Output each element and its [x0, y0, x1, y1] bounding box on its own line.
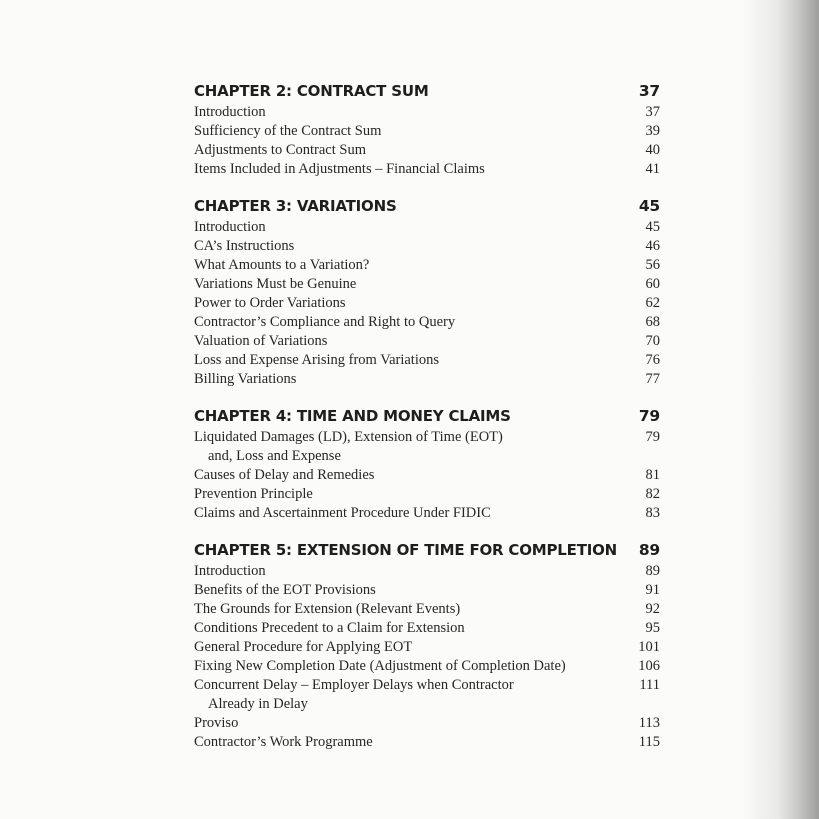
- toc-entry-title-wrap: [194, 714, 632, 733]
- toc-entry: [194, 218, 660, 237]
- toc-entry-title-wrap: [194, 676, 632, 714]
- toc-entry: [194, 160, 660, 179]
- toc-entry-title: Adjustments to Contract Sum: [194, 142, 366, 158]
- toc-entry-page-number: 115: [638, 734, 660, 750]
- toc-entry-title: Claims and Ascertainment Procedure Under FIDIC: [194, 505, 491, 521]
- toc-entry-page-number: 82: [645, 486, 660, 502]
- toc-entry: [194, 600, 660, 619]
- chapter-section: [194, 195, 660, 389]
- chapter-heading: [194, 539, 660, 562]
- toc-entry: [194, 313, 660, 332]
- toc-entry-title-wrap: [194, 733, 632, 752]
- toc-entry-title: Valuation of Variations: [194, 333, 328, 349]
- toc-entry-title-wrap: [194, 581, 632, 600]
- toc-entry-title-wrap: [194, 275, 632, 294]
- toc-entry-title: The Grounds for Extension (Relevant Events): [194, 601, 461, 617]
- toc-entry-title: Introduction: [194, 219, 266, 235]
- toc-entry-title: Contractor’s Work Programme: [194, 734, 373, 750]
- toc-entry-title: Conditions Precedent to a Claim for Extension: [194, 620, 465, 636]
- toc-entry-title-wrap: [194, 562, 632, 581]
- toc-entry-title-wrap: [194, 619, 632, 638]
- toc-entry-page-number: 92: [645, 601, 660, 617]
- chapter-heading: [194, 195, 660, 218]
- toc-entry: [194, 466, 660, 485]
- toc-entry: [194, 714, 660, 733]
- toc-entry-title: Sufficiency of the Contract Sum: [194, 123, 382, 139]
- toc-entry-title: Variations Must be Genuine: [194, 276, 357, 292]
- toc-entry-page-number: 113: [638, 715, 660, 731]
- toc-entry-page-number: 101: [638, 639, 660, 655]
- toc-entry-title-wrap: [194, 237, 632, 256]
- toc-entry-title-wrap: [194, 428, 632, 466]
- toc-entry: [194, 581, 660, 600]
- toc-entry-page-number: 89: [645, 563, 660, 579]
- toc-entry-page-number: 46: [645, 238, 660, 254]
- toc-entry-title-wrap: [194, 485, 632, 504]
- toc-entry-title-wrap: [194, 370, 632, 389]
- chapter-section: [194, 405, 660, 523]
- toc-entry-title: Introduction: [194, 563, 266, 579]
- toc-entry-page-number: 81: [645, 467, 660, 483]
- toc-entry: [194, 733, 660, 752]
- chapter-page-number: 79: [638, 407, 660, 425]
- chapter-title: CHAPTER 2: CONTRACT SUM: [194, 82, 429, 100]
- toc-entry: [194, 485, 660, 504]
- toc-entry-title: General Procedure for Applying EOT: [194, 639, 413, 655]
- chapter-section: [194, 80, 660, 179]
- toc-entry-page-number: 83: [645, 505, 660, 521]
- toc-entry-title: Loss and Expense Arising from Variations: [194, 352, 439, 368]
- toc-entry-title: Power to Order Variations: [194, 295, 346, 311]
- toc-entry: [194, 275, 660, 294]
- toc-entry-page-number: 79: [645, 429, 660, 445]
- toc-entry-page-number: 77: [645, 371, 660, 387]
- toc-entry: [194, 103, 660, 122]
- toc-entry: [194, 504, 660, 523]
- chapter-section: [194, 539, 660, 752]
- toc-entry: [194, 237, 660, 256]
- toc-entry-page-number: 37: [645, 104, 660, 120]
- toc-entry-page-number: 45: [645, 219, 660, 235]
- toc-entry-title-wrap: [194, 638, 632, 657]
- chapter-title: CHAPTER 4: TIME AND MONEY CLAIMS: [194, 407, 511, 425]
- toc-entry-title-wrap: [194, 657, 632, 676]
- toc-entry-title: Liquidated Damages (LD), Extension of Time (EOT): [194, 429, 503, 445]
- table-of-contents: [194, 80, 660, 768]
- page-gutter-shadow: [691, 0, 819, 819]
- toc-entry: [194, 638, 660, 657]
- chapter-title: CHAPTER 3: VARIATIONS: [194, 197, 397, 215]
- toc-entry-title-wrap: [194, 294, 632, 313]
- toc-entry-title: Introduction: [194, 104, 266, 120]
- toc-entry-title: Causes of Delay and Remedies: [194, 467, 375, 483]
- chapter-heading: [194, 405, 660, 428]
- toc-entry-title-wrap: [194, 218, 632, 237]
- chapter-page-number: 37: [638, 82, 660, 100]
- toc-entry: [194, 370, 660, 389]
- toc-entry-title-wrap: [194, 160, 632, 179]
- toc-entry-title-continued: and, Loss and Expense: [208, 448, 341, 464]
- toc-entry-title-continued: Already in Delay: [208, 696, 308, 712]
- toc-entry-title-wrap: [194, 600, 632, 619]
- toc-entry-title: Benefits of the EOT Provisions: [194, 582, 376, 598]
- toc-entry-title: Fixing New Completion Date (Adjustment of Completion Date): [194, 658, 566, 674]
- toc-entry-page-number: 70: [645, 333, 660, 349]
- toc-entry-title-wrap: [194, 313, 632, 332]
- toc-entry-page-number: 60: [645, 276, 660, 292]
- toc-entry-title: Billing Variations: [194, 371, 297, 387]
- chapter-page-number: 45: [638, 197, 660, 215]
- toc-entry-title: Prevention Principle: [194, 486, 313, 502]
- toc-entry-page-number: 95: [645, 620, 660, 636]
- toc-entry: [194, 294, 660, 313]
- toc-entry-page-number: 39: [645, 123, 660, 139]
- toc-entry: [194, 351, 660, 370]
- toc-entry-title-wrap: [194, 141, 632, 160]
- toc-entry: [194, 256, 660, 275]
- toc-entry: [194, 657, 660, 676]
- toc-entry-title-wrap: [194, 122, 632, 141]
- chapter-title: CHAPTER 5: EXTENSION OF TIME FOR COMPLETION: [194, 541, 618, 559]
- toc-entry-page-number: 62: [645, 295, 660, 311]
- toc-entry-title: Concurrent Delay – Employer Delays when Contractor: [194, 677, 514, 693]
- chapter-heading: [194, 80, 660, 103]
- toc-entry-title: What Amounts to a Variation?: [194, 257, 370, 273]
- toc-entry: [194, 122, 660, 141]
- toc-entry-title-wrap: [194, 332, 632, 351]
- toc-entry-title: Proviso: [194, 715, 239, 731]
- toc-entry-page-number: 111: [639, 677, 660, 693]
- toc-entry-page-number: 106: [638, 658, 660, 674]
- toc-entry-title-wrap: [194, 256, 632, 275]
- toc-entry: [194, 332, 660, 351]
- toc-entry: [194, 562, 660, 581]
- toc-entry-page-number: 68: [645, 314, 660, 330]
- toc-entry-title-wrap: [194, 504, 632, 523]
- toc-entry-title: CA’s Instructions: [194, 238, 295, 254]
- toc-entry-title-wrap: [194, 103, 632, 122]
- toc-entry-title: Items Included in Adjustments – Financial Claims: [194, 161, 485, 177]
- toc-entry-page-number: 91: [645, 582, 660, 598]
- chapter-page-number: 89: [638, 541, 660, 559]
- toc-entry-title-wrap: [194, 351, 632, 370]
- toc-entry-page-number: 40: [645, 142, 660, 158]
- toc-entry-title-wrap: [194, 466, 632, 485]
- toc-entry: [194, 619, 660, 638]
- toc-entry-page-number: 41: [645, 161, 660, 177]
- toc-entry-title: Contractor’s Compliance and Right to Query: [194, 314, 456, 330]
- toc-entry-page-number: 56: [645, 257, 660, 273]
- toc-entry: [194, 428, 660, 466]
- toc-entry: [194, 676, 660, 714]
- toc-entry-page-number: 76: [645, 352, 660, 368]
- toc-entry: [194, 141, 660, 160]
